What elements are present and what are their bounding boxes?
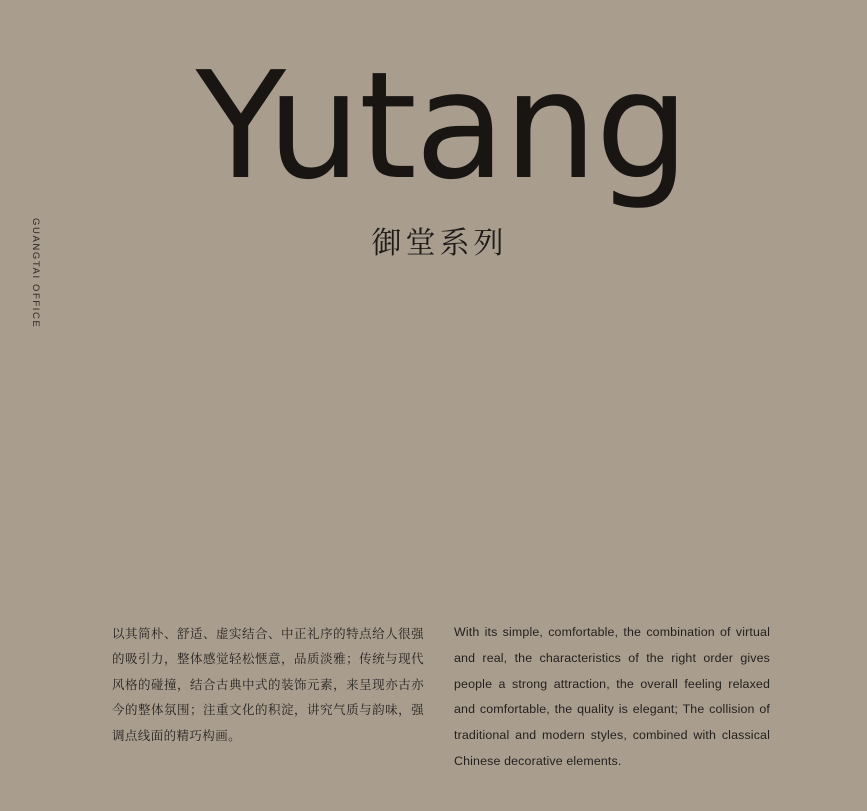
page-subtitle: 御堂系列 bbox=[371, 226, 508, 261]
brand-vertical-label: GUANGTAI OFFICE bbox=[30, 218, 41, 329]
description-columns bbox=[112, 608, 772, 787]
description-english: With its simple, comfortable, the combination of virtual and real, the characteristics of the right order gives people a strong attraction, the overall feeling relaxed and comfortable, the quality is elegant; The collision of traditional and modern styles, combined with classical Chinese decorative elements. bbox=[454, 625, 770, 768]
description-chinese: 以其简朴、舒适、虚实结合、中正礼序的特点给人很强的吸引力，整体感觉轻松惬意，品质淡雅；传统与现代风格的碰撞，结合古典中式的装饰元素，来呈现亦古亦今的整体氛围；注重文化的积淀，讲究气质与韵味，强调点线面的精巧构画。 bbox=[112, 625, 424, 743]
page-title: Yutang bbox=[195, 40, 688, 212]
hero-title-block bbox=[0, 40, 867, 262]
